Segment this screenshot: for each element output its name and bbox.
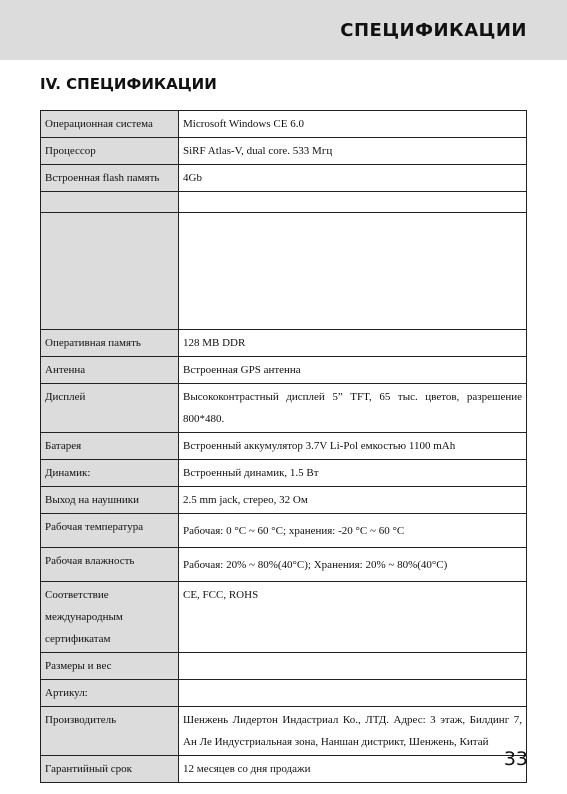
table-row: [41, 384, 527, 433]
spec-key: Процессор: [41, 138, 179, 165]
spec-key: Производитель: [41, 707, 179, 756]
table-row: [41, 330, 527, 357]
header-bar: [0, 0, 567, 60]
spec-key: Встроенная flash память: [41, 165, 179, 192]
header-title: СПЕЦИФИКАЦИИ: [340, 20, 527, 41]
spec-table: [40, 110, 527, 783]
spec-key: Батарея: [41, 433, 179, 460]
spec-value: 2.5 mm jack, стерео, 32 Ом: [179, 487, 527, 514]
spec-key: Артикул:: [41, 680, 179, 707]
spec-value: Рабочая: 0 °C ~ 60 °C; хранения: -20 °C ~ 60 °C: [179, 514, 527, 548]
spec-key: Антенна: [41, 357, 179, 384]
spec-key: [41, 192, 179, 213]
spec-value: Встроенный динамик, 1.5 Вт: [179, 460, 527, 487]
spec-key: Дисплей: [41, 384, 179, 433]
spec-key: [41, 213, 179, 330]
spec-value: Высококонтрастный дисплей 5” TFT, 65 тыс. цветов, разрешение 800*480.: [179, 384, 527, 433]
spec-value: Шенжень Лидертон Индастриал Ко., ЛТД. Адрес: 3 этаж, Билдинг 7, Ан Ле Индустриальная зона, Наншан дистрикт, Шенжень, Китай: [179, 707, 527, 756]
table-row: [41, 707, 527, 756]
table-row: [41, 680, 527, 707]
table-row: [41, 582, 527, 653]
spec-value: Microsoft Windows CE 6.0: [179, 111, 527, 138]
spec-key: Динамик:: [41, 460, 179, 487]
spec-value: 128 MB DDR: [179, 330, 527, 357]
table-row: [41, 653, 527, 680]
spec-value: SiRF Atlas-V, dual core. 533 Мгц: [179, 138, 527, 165]
section-title: IV. СПЕЦИФИКАЦИИ: [40, 75, 217, 93]
table-row: [41, 460, 527, 487]
spec-key: Выход на наушники: [41, 487, 179, 514]
table-row: [41, 514, 527, 548]
spec-value: CE, FCC, ROHS: [179, 582, 527, 653]
table-row: [41, 357, 527, 384]
spec-key: Операционная система: [41, 111, 179, 138]
spec-value: 12 месяцев со дня продажи: [179, 756, 527, 783]
spec-key: Оперативная память: [41, 330, 179, 357]
table-row: [41, 433, 527, 460]
table-row: [41, 548, 527, 582]
page-number: 33: [503, 748, 528, 770]
spec-value: [179, 653, 527, 680]
table-row: [41, 487, 527, 514]
spec-value: [179, 213, 527, 330]
table-row: [41, 111, 527, 138]
spec-key: Рабочая температура: [41, 514, 179, 548]
table-row: [41, 192, 527, 213]
spec-value: Встроенный аккумулятор 3.7V Li-Pol емкостью 1100 mAh: [179, 433, 527, 460]
table-row: [41, 213, 527, 330]
spec-key: Рабочая влажность: [41, 548, 179, 582]
spec-key: Гарантийный срок: [41, 756, 179, 783]
spec-value: Встроенная GPS антенна: [179, 357, 527, 384]
spec-value: [179, 192, 527, 213]
table-row: [41, 756, 527, 783]
spec-value: 4Gb: [179, 165, 527, 192]
spec-value: [179, 680, 527, 707]
spec-key: Соответствие международным сертификатам: [41, 582, 179, 653]
table-row: [41, 165, 527, 192]
spec-key: Размеры и вес: [41, 653, 179, 680]
table-row: [41, 138, 527, 165]
spec-value: Рабочая: 20% ~ 80%(40°C); Хранения: 20% ~ 80%(40°C): [179, 548, 527, 582]
